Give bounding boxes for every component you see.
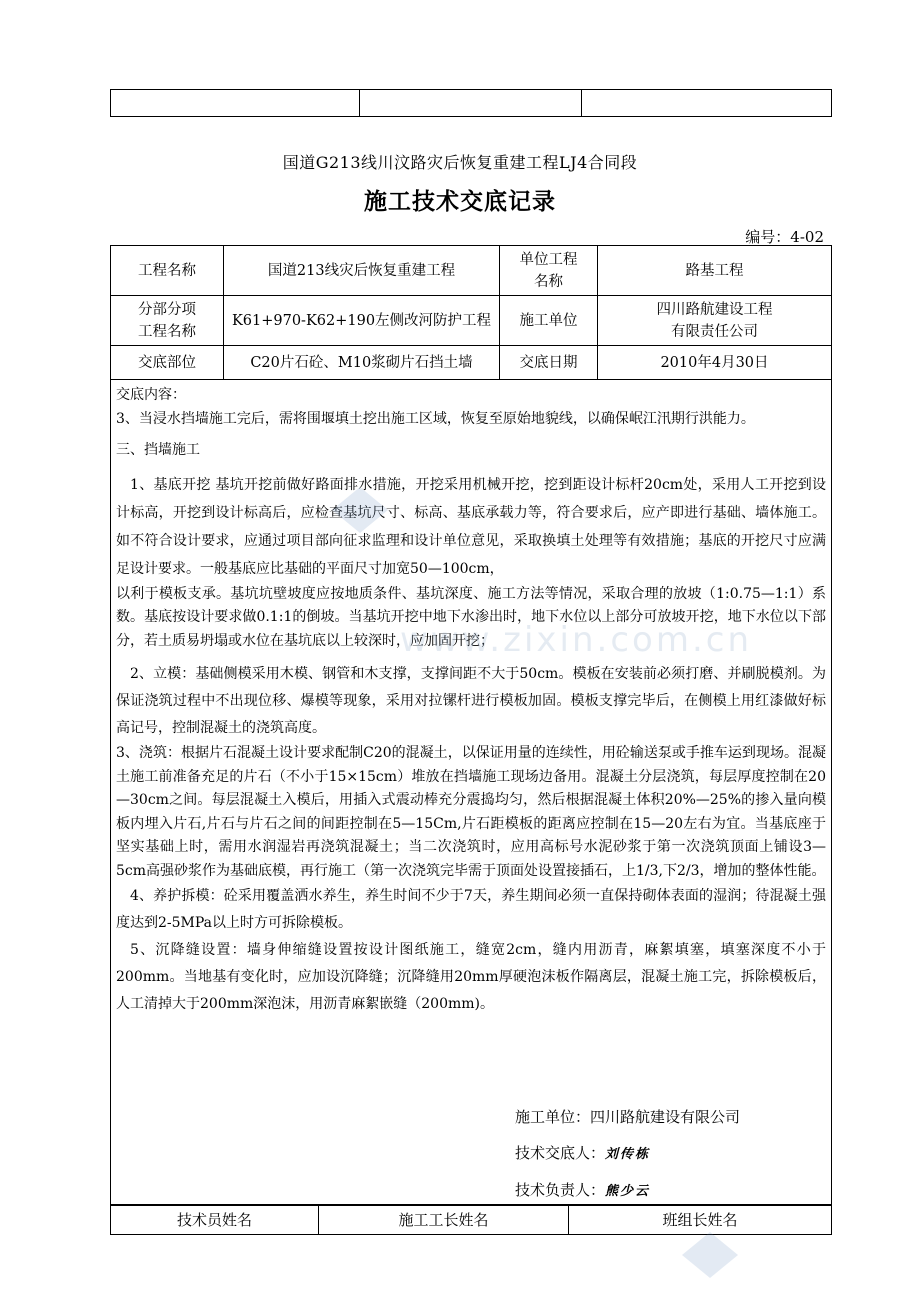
sub-project-label: 分部分项 工程名称 — [111, 296, 224, 346]
signature-discloser — [515, 1142, 650, 1163]
sub-project-value: K61+970-K62+190左侧改河防护工程 — [224, 296, 500, 346]
construction-unit-label: 施工单位 — [500, 296, 598, 346]
project-name-label: 工程名称 — [111, 246, 224, 296]
watermark-logo-icon-2 — [680, 1230, 740, 1280]
signature-unit: 施工单位：四川路航建设有限公司 — [515, 1108, 741, 1126]
discloser-signature: 刘传栋 — [605, 1147, 651, 1162]
team-leader-name-label: 班组长姓名 — [569, 1205, 832, 1235]
discloser-label: 技术交底人： — [515, 1144, 606, 1162]
unit-project-label: 单位工程 名称 — [500, 246, 598, 296]
top-cell-2 — [360, 90, 581, 116]
responsible-label: 技术负责人： — [515, 1181, 606, 1199]
section-heading: 三、挡墙施工 — [116, 442, 200, 458]
unit-project-value: 路基工程 — [598, 246, 832, 296]
responsible-signature: 熊少云 — [605, 1184, 651, 1199]
paragraph-settlement-joint: 5、沉降缝设置：墙身伸缩缝设置按设计图纸施工，缝宽2cm，缝内用沥青，麻絮填塞，填塞深度不小于200mm。当地基有变化时，应加设沉降缝；沉降缝用20mm厚硬泡沫板作隔离层，混凝土施工完，拆除模板后，人工清掉大于200mm深泡沫，用沥青麻絮嵌缝（200mm)。 — [116, 942, 826, 1012]
info-table — [110, 245, 832, 380]
signature-responsible — [515, 1179, 650, 1200]
part-value: C20片石砼、M10浆砌片石挡土墙 — [224, 346, 500, 380]
paragraph-excavation: 1、基底开挖 基坑开挖前做好路面排水措施，开挖采用机械开挖，挖到距设计标杆20cm处，采用人工开挖到设计标高，开挖到设计标高后，应检查基坑尺寸、标高、基底承载力等，符合要求后，应产即进行基础、墙体施工。如不符合设计要求，应通过项目部向征求监理和设计单位意见，采取换填土处理等有效措施；基底的开挖尺寸应满足设计要求。一般基底应比基础的平面尺寸加宽50—100cm， — [116, 476, 826, 577]
document-number: 编号：4-02 — [745, 228, 824, 246]
date-value: 2010年4月30日 — [598, 346, 832, 380]
top-table-strip — [110, 89, 832, 117]
document-subtitle: 国道G213线川汶路灾后恢复重建工程LJ4合同段 — [282, 153, 638, 172]
top-cell-1 — [111, 90, 360, 116]
part-label: 交底部位 — [111, 346, 224, 380]
paragraph-curing: 4、养护拆模：砼采用覆盖洒水养生，养生时间不少于7天，养生期间必须一直保持砌体表面的湿润；待混凝土强度达到2-5MPa以上时方可拆除模板。 — [116, 888, 826, 931]
paragraph-excavation-cont: 以利于模板支承。基坑坑壁坡度应按地质条件、基坑深度、施工方法等情况，采取合理的放坡（1:0.75—1:1）系数。基底按设计要求做0.1:1的倒坡。当基坑开挖中地下水渗出时，地下水位以上部分可放坡开挖，地下水位以下部分，若土质易坍塌或水位在基坑底以上较深时，应加固开挖； — [116, 585, 826, 649]
content-heading: 交底内容： — [116, 387, 186, 403]
top-cell-3 — [582, 90, 831, 116]
project-name-value: 国道213线灾后恢复重建工程 — [224, 246, 500, 296]
technician-name-label: 技术员姓名 — [111, 1205, 319, 1235]
watermark-logo-icon — [330, 485, 390, 535]
disclosure-content — [116, 384, 826, 1018]
document-title: 施工技术交底记录 — [364, 188, 556, 215]
foreman-name-label: 施工工长姓名 — [319, 1205, 569, 1235]
paragraph-1: 3、当浸水挡墙施工完后，需将围堰填土挖出施工区域，恢复至原始地貌线，以确保岷江汛期行洪能力。 — [116, 410, 755, 427]
date-label: 交底日期 — [500, 346, 598, 380]
paragraph-pouring: 3、浇筑：根据片石混凝土设计要求配制C20的混凝土，以保证用量的连续性，用砼输送泵或手推车运到现场。混凝土施工前准备充足的片石（不小于15×15cm）堆放在挡墙施工现场边备用。混凝土分层浇筑，每层厚度控制在20—30cm之间。每层混凝土入模后，用插入式震动棒充分震捣均匀，然后根据混凝土体积20%—25%的掺入量向模板内埋入片石,片石与片石之间的间距控制在5—15Cm,片石距模板的距离应控制在15—20左右为宜。当基底座于坚实基础上时，需用水润湿岩再浇筑混凝土；当二次浇筑时，应用高标号水泥砂浆于第一次浇筑顶面上铺设3—5cm高强砂浆作为基础底模，再行施工（第一次浇筑完毕需于顶面处设置接插石，上1/3,下2/3，增加的整体性能。 — [116, 745, 826, 879]
watermark: www.zixin.com.cn — [400, 620, 752, 660]
construction-unit-value: 四川路航建设工程 有限责任公司 — [598, 296, 832, 346]
paragraph-formwork: 2、立模：基础侧模采用木模、钢管和木支撑，支撑间距不大于50cm。模板在安装前必须打磨、并刷脱模剂。为保证浇筑过程中不出现位移、爆模等现象，采用对拉镙杆进行模板加固。模板支撑完毕后，在侧模上用红漆做好标高记号，控制混凝土的浇筑高度。 — [116, 666, 826, 736]
